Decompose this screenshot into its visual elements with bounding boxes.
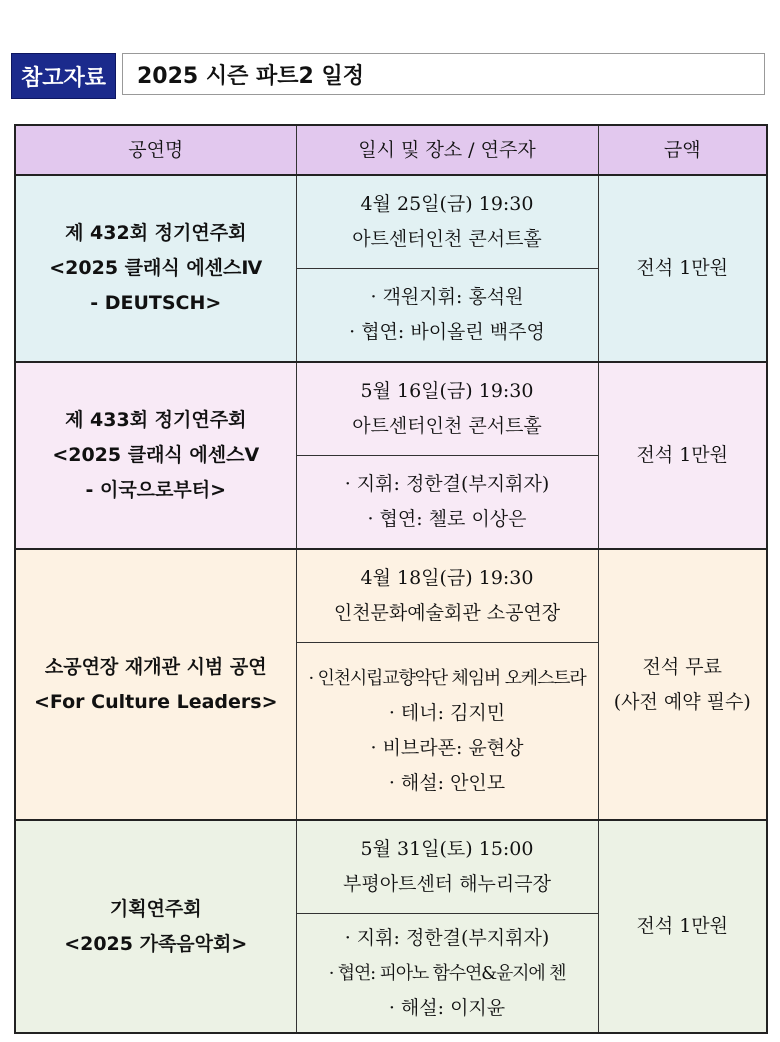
reference-tag: 참고자료 xyxy=(11,53,116,99)
table-row xyxy=(15,820,767,914)
table-row xyxy=(15,549,767,643)
concert-datetime: 4월 18일(금) 19:30 인천문화예술회관 소공연장 xyxy=(296,549,598,643)
concert-performers: · 지휘: 정한결(부지휘자) · 협연: 첼로 이상은 xyxy=(296,456,598,550)
column-header-name: 공연명 xyxy=(15,125,296,175)
schedule-table xyxy=(14,124,768,1034)
concert-price: 전석 1만원 xyxy=(598,362,767,549)
concert-performers: · 객원지휘: 홍석원 · 협연: 바이올린 백주영 xyxy=(296,269,598,363)
concert-price: 전석 1만원 xyxy=(598,175,767,362)
concert-performers: · 지휘: 정한결(부지휘자) · 협연: 피아노 함수연&윤지에 첸 · 해설: 이지윤 xyxy=(296,914,598,1034)
concert-name: 제 433회 정기연주회 <2025 클래식 에센스Ⅴ - 이국으로부터> xyxy=(15,362,296,549)
document-title: 2025 시즌 파트2 일정 xyxy=(122,53,765,95)
table-header-row xyxy=(15,125,767,175)
column-header-price: 금액 xyxy=(598,125,767,175)
concert-price: 전석 무료 (사전 예약 필수) xyxy=(598,549,767,820)
concert-name: 소공연장 재개관 시범 공연 <For Culture Leaders> xyxy=(15,549,296,820)
concert-name: 기획연주회 <2025 가족음악회> xyxy=(15,820,296,1033)
table-row xyxy=(15,362,767,456)
document-header xyxy=(11,53,767,99)
table-row xyxy=(15,175,767,269)
concert-datetime: 5월 31일(토) 15:00 부평아트센터 해누리극장 xyxy=(296,820,598,914)
concert-datetime: 5월 16일(금) 19:30 아트센터인천 콘서트홀 xyxy=(296,362,598,456)
concert-performers: · 인천시립교향악단 체임버 오케스트라 · 테너: 김지민 · 비브라폰: 윤현상 · 해설: 안인모 xyxy=(296,643,598,821)
concert-price: 전석 1만원 xyxy=(598,820,767,1033)
concert-datetime: 4월 25일(금) 19:30 아트센터인천 콘서트홀 xyxy=(296,175,598,269)
concert-name: 제 432회 정기연주회 <2025 클래식 에센스Ⅳ - DEUTSCH> xyxy=(15,175,296,362)
column-header-datetime: 일시 및 장소 / 연주자 xyxy=(296,125,598,175)
